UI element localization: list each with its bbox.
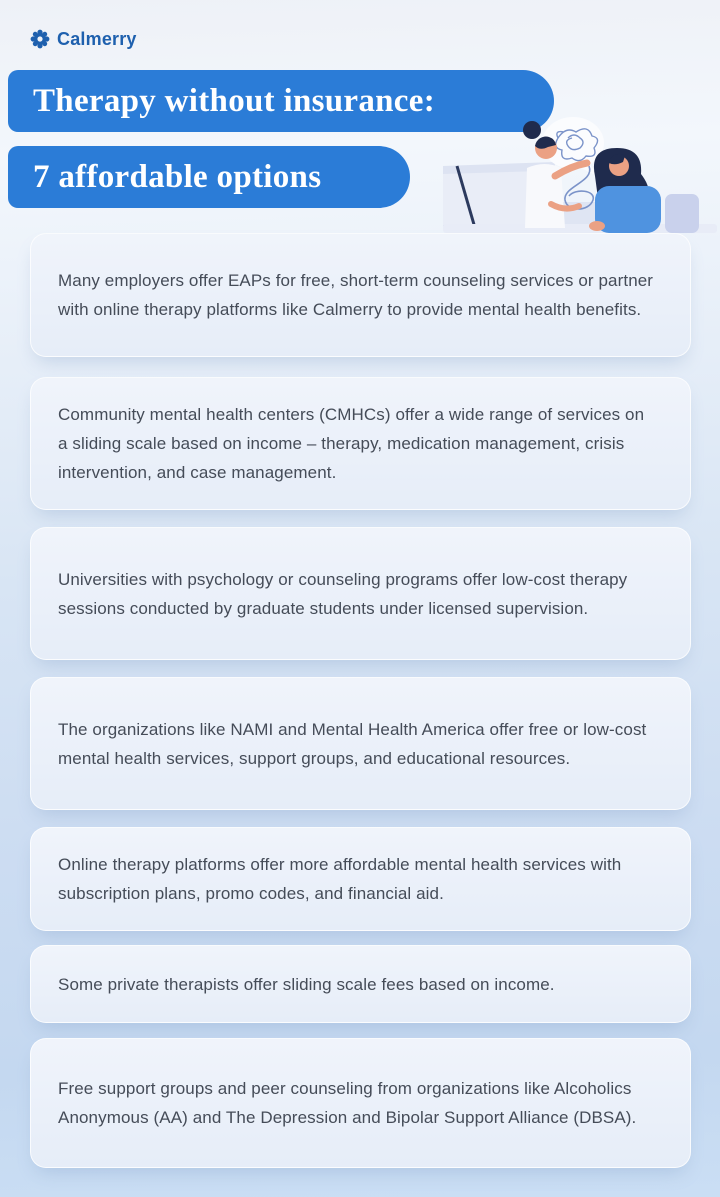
option-card-sliding-scale — [30, 945, 691, 1023]
title-line1: Therapy without insurance: — [33, 82, 435, 119]
option-card-organizations — [30, 677, 691, 810]
title-banner-line2 — [8, 146, 410, 208]
option-card-online-platforms — [30, 827, 691, 931]
gear-flower-icon — [30, 29, 50, 49]
option-card-cmhc — [30, 377, 691, 510]
calmerry-logo — [30, 28, 137, 50]
armchair — [665, 194, 699, 233]
brand-name: Calmerry — [57, 28, 137, 49]
title-line2: 7 affordable options — [33, 158, 322, 195]
client-figure — [589, 148, 699, 233]
option-text: Universities with psychology or counseling programs offer low-cost therapy sessions conducted by graduate students under licensed supervision. — [58, 569, 628, 618]
option-text: Many employers offer EAPs for free, short-term counseling services or partner with online therapy platforms like Calmerry to provide mental health benefits. — [58, 271, 654, 319]
therapist-hair-bun — [523, 121, 541, 139]
option-text: Community mental health centers (CMHCs) offer a wide range of services on a sliding scale based on income – therapy, medication management, crisis intervention, and case management. — [58, 405, 645, 482]
therapy-session-illustration — [443, 116, 717, 233]
option-text: The organizations like NAMI and Mental Health America offer free or low-cost mental health services, support groups, and educational resources. — [58, 719, 647, 768]
option-card-support-groups — [30, 1038, 691, 1168]
option-text: Online therapy platforms offer more affordable mental health services with subscription plans, promo codes, and financial aid. — [58, 855, 622, 903]
client-hand — [589, 221, 605, 231]
option-text: Some private therapists offer sliding scale fees based on income. — [58, 974, 555, 994]
option-card-eap — [30, 233, 691, 357]
option-text: Free support groups and peer counseling from organizations like Alcoholics Anonymous (AA) and The Depression and Bipolar Support Alliance (DBSA). — [58, 1079, 637, 1127]
option-card-universities — [30, 527, 691, 660]
